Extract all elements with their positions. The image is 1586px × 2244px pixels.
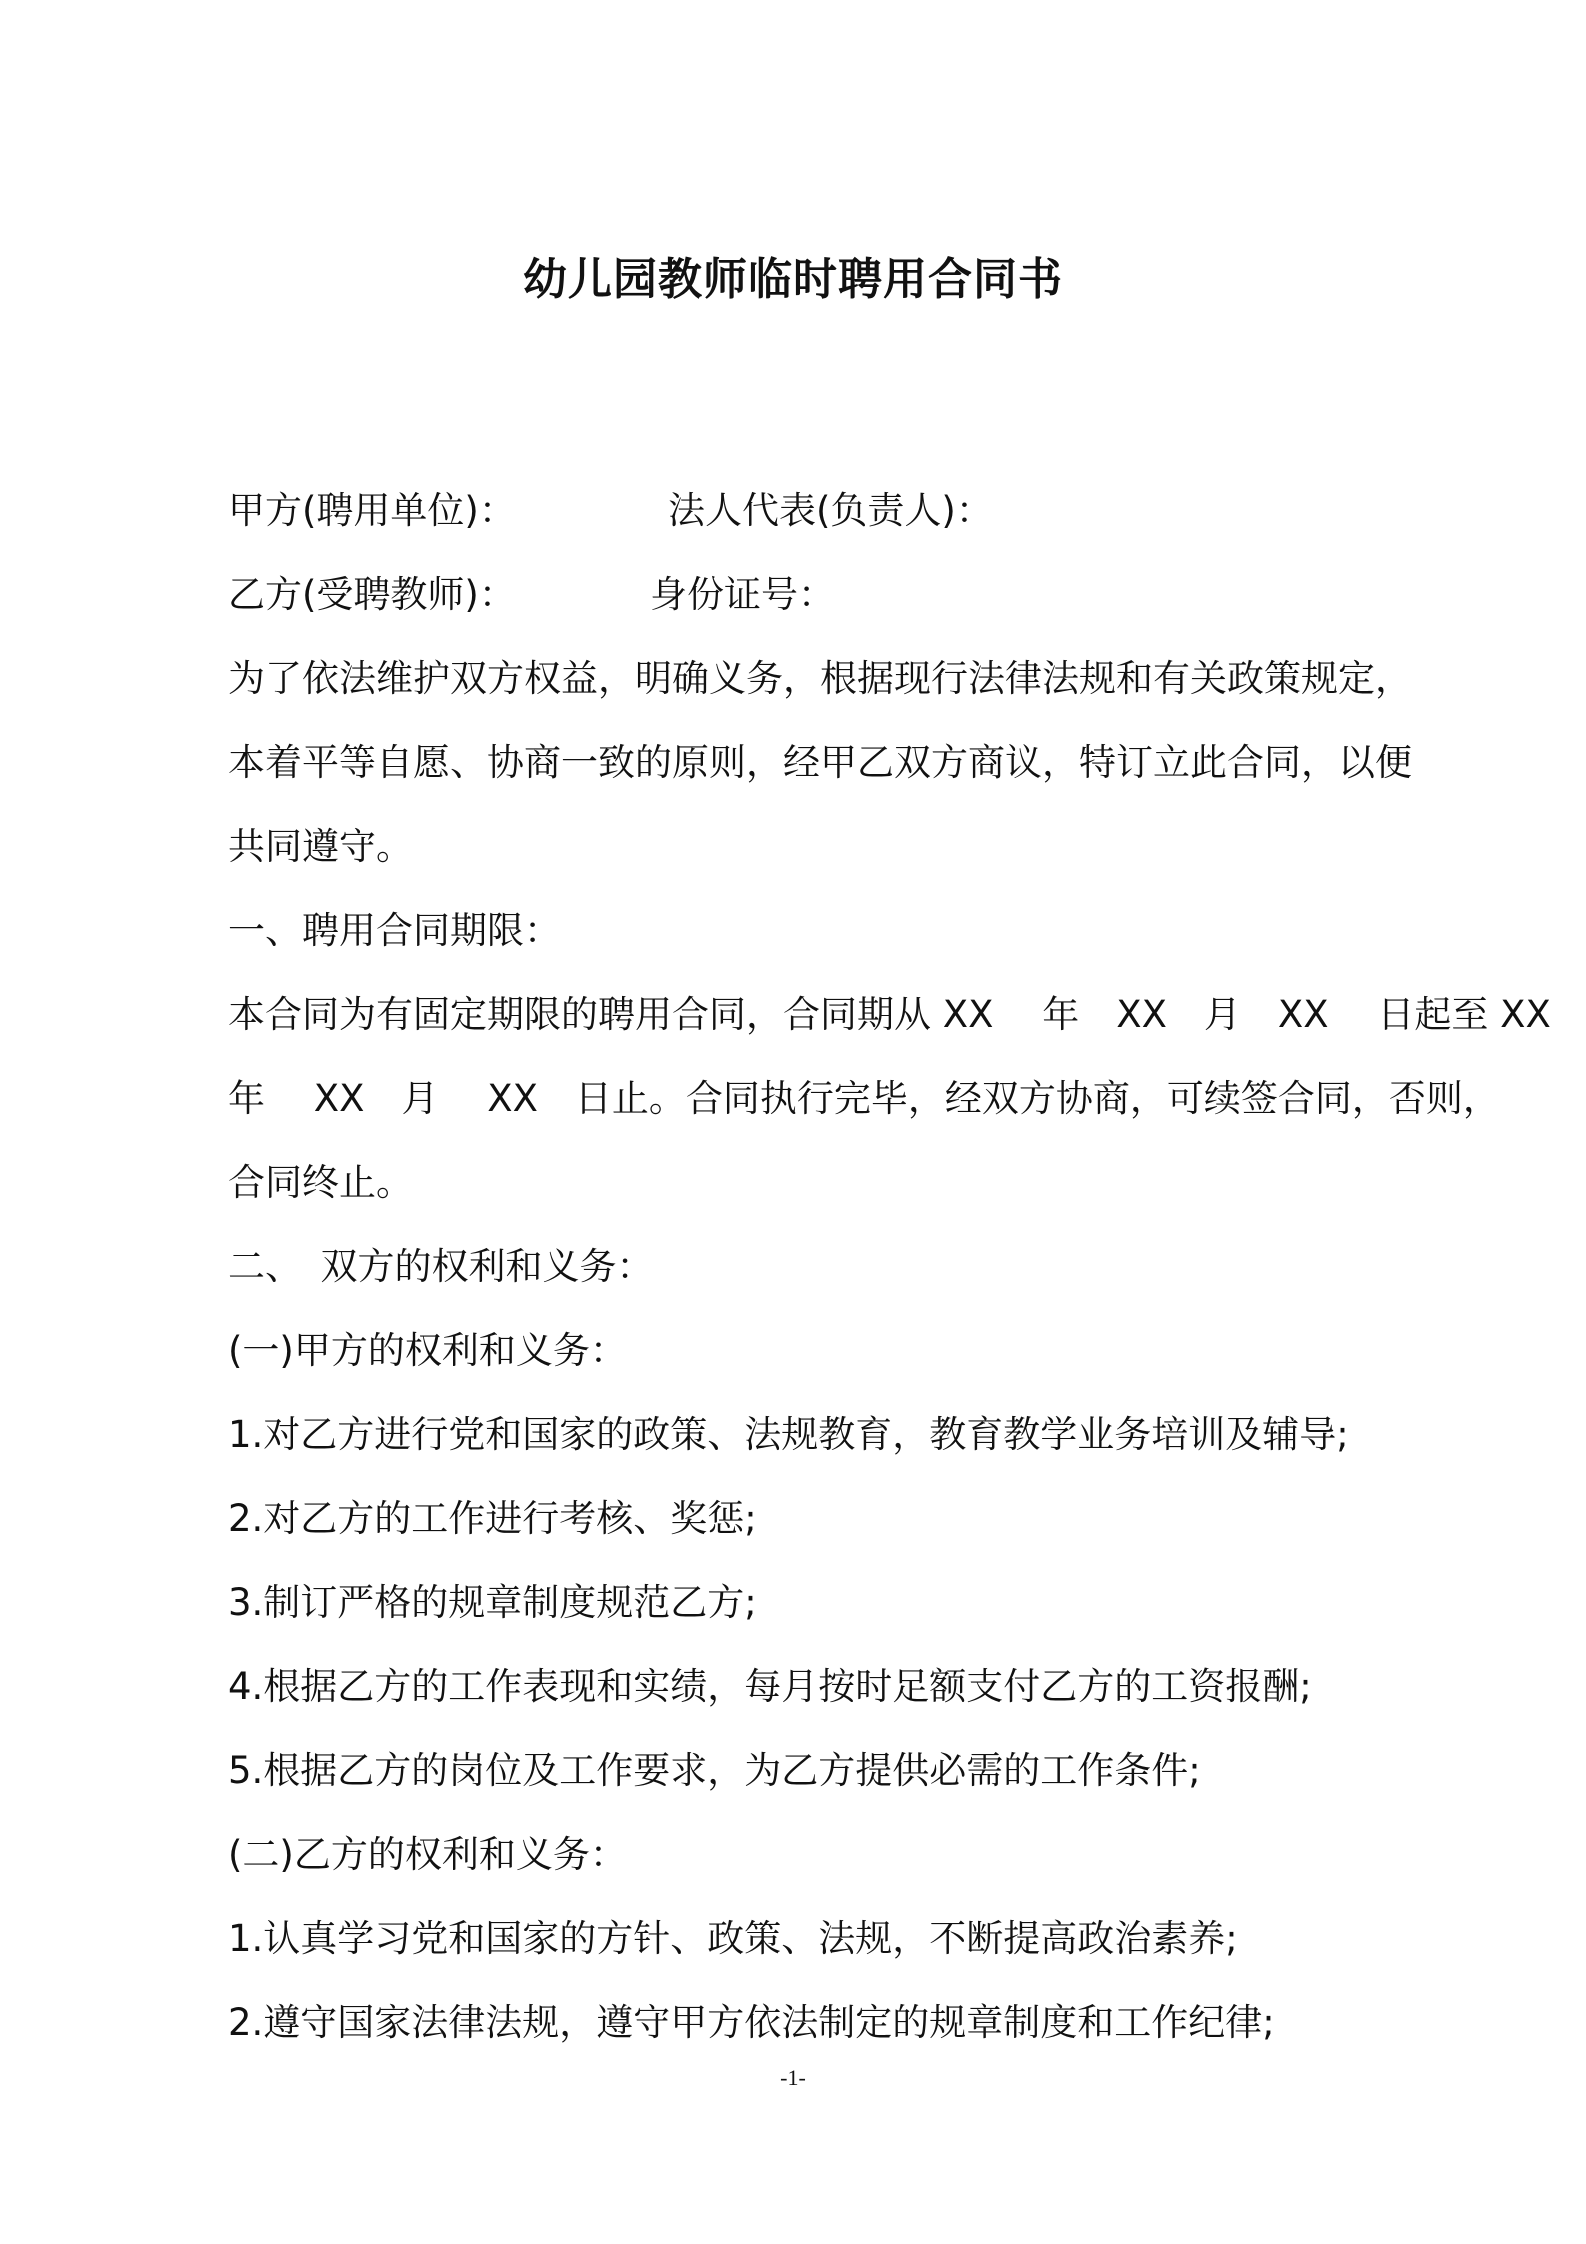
section-1-line: 合同终止。 xyxy=(228,1161,413,1204)
party-b-rights-item: 2.遵守国家法律法规，遵守甲方依法制定的规章制度和工作纪律; xyxy=(228,2001,1275,2044)
party-a-rights-item: 1.对乙方进行党和国家的政策、法规教育，教育教学业务培训及辅导; xyxy=(228,1413,1349,1456)
party-a-rights-heading: (一)甲方的权利和义务： xyxy=(228,1329,627,1372)
section-2-heading: 二、 双方的权利和义务： xyxy=(228,1245,654,1288)
intro-line: 本着平等自愿、协商一致的原则，经甲乙双方商议，特订立此合同，以便 xyxy=(228,741,1412,784)
section-1-line: 年 XX 月 XX 日止。合同执行完毕，经双方协商，可续签合同，否则， xyxy=(228,1077,1500,1120)
party-b-rights-item: 1.认真学习党和国家的方针、政策、法规，不断提高政治素养; xyxy=(228,1917,1238,1960)
intro-line: 为了依法维护双方权益，明确义务，根据现行法律法规和有关政策规定， xyxy=(228,657,1412,700)
party-b-rights-heading: (二)乙方的权利和义务： xyxy=(228,1833,627,1876)
party-a-rights-item: 2.对乙方的工作进行考核、奖惩; xyxy=(228,1497,757,1540)
party-b-label: 乙方(受聘教师)： xyxy=(228,573,516,616)
party-a-rights-item: 3.制订严格的规章制度规范乙方; xyxy=(228,1581,757,1624)
document-title: 幼儿园教师临时聘用合同书 xyxy=(523,254,1063,305)
party-a-rights-item: 5.根据乙方的岗位及工作要求，为乙方提供必需的工作条件; xyxy=(228,1749,1201,1792)
section-1-heading: 一、聘用合同期限： xyxy=(228,909,561,952)
id-number-label: 身份证号： xyxy=(650,573,835,616)
intro-line: 共同遵守。 xyxy=(228,825,413,868)
legal-representative-label: 法人代表(负责人)： xyxy=(668,489,993,532)
party-a-label: 甲方(聘用单位)： xyxy=(228,489,516,532)
section-1-line: 本合同为有固定期限的聘用合同，合同期从 XX 年 XX 月 XX 日起至 XX xyxy=(228,993,1551,1036)
party-a-rights-item: 4.根据乙方的工作表现和实绩，每月按时足额支付乙方的工资报酬; xyxy=(228,1665,1312,1708)
page-number: -1- xyxy=(780,2065,806,2090)
